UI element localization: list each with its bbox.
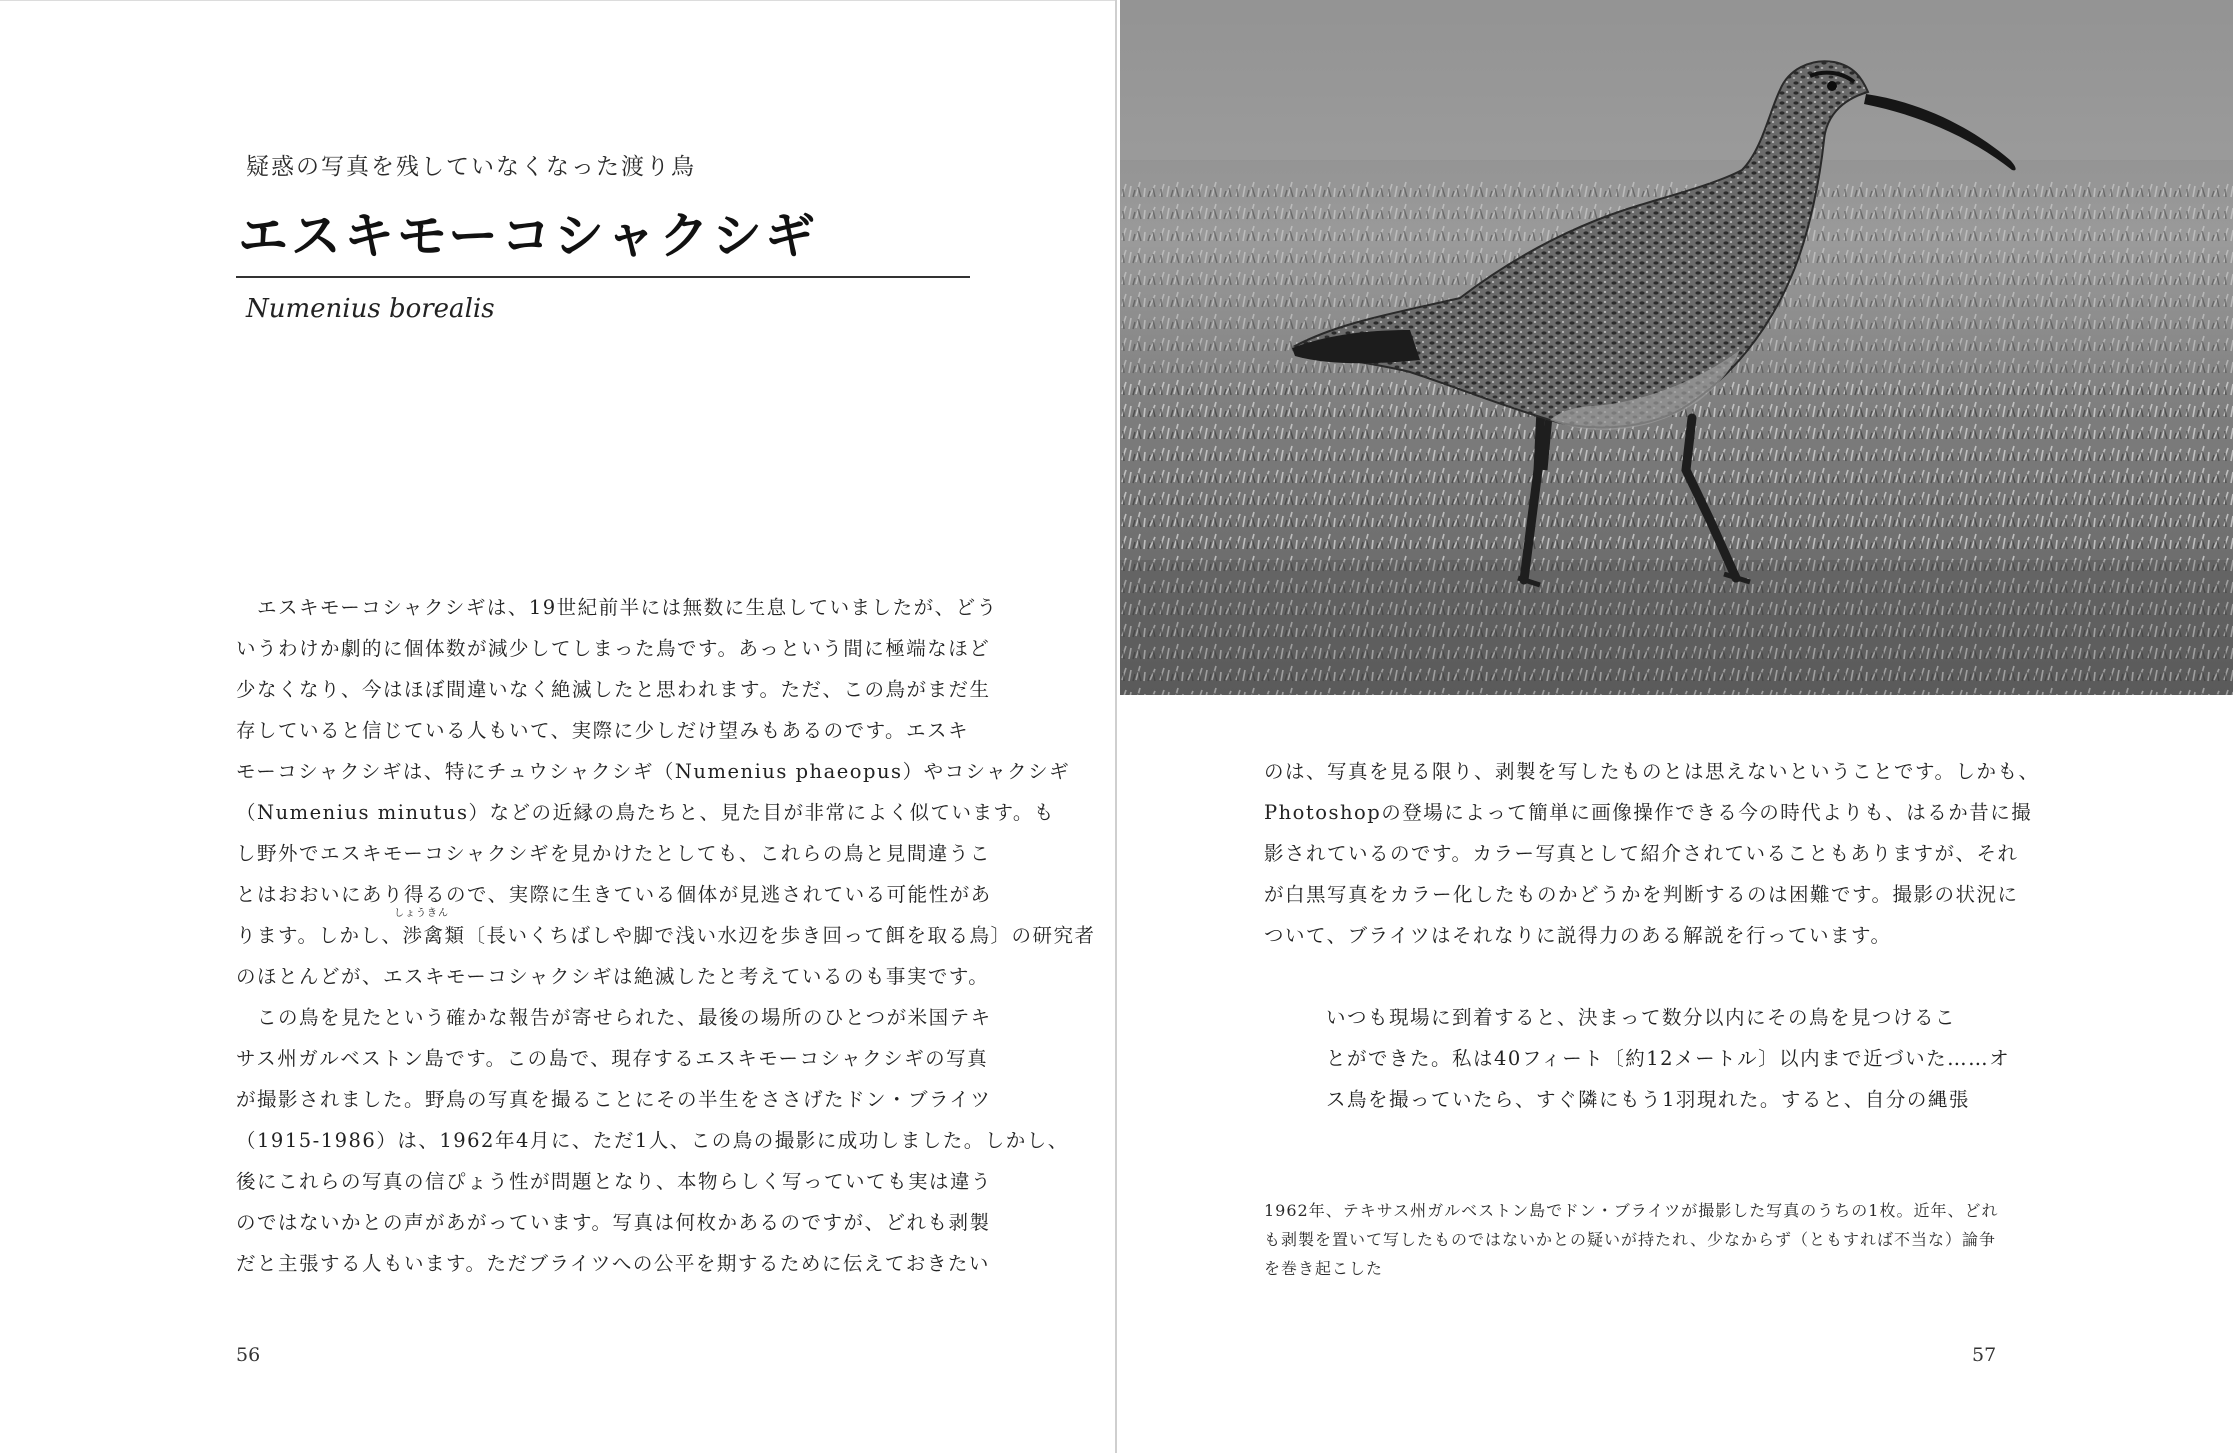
body-line: のは、写真を見る限り、剥製を写したものとは思えないということです。しかも、: [1264, 760, 2040, 783]
ruby-annotation: しょうきん: [394, 908, 449, 919]
title-divider: [236, 276, 970, 278]
body-line: この鳥を見たという確かな報告が寄せられた、最後の場所のひとつが米国テキ: [236, 1006, 992, 1029]
page-number-left: 56: [236, 1344, 261, 1366]
body-line: ついて、ブライツはそれなりに説得力のある解説を行っています。: [1264, 924, 1892, 947]
chapter-subtitle: 疑惑の写真を残していなくなった渡り鳥: [246, 154, 696, 180]
body-line: （1915-1986）は、1962年4月に、ただ1人、この鳥の撮影に成功しました。しかし、: [236, 1129, 1069, 1152]
body-line: Photoshopの登場によって簡単に画像操作できる今の時代よりも、はるか昔に撮: [1264, 801, 2033, 824]
page-top-edge: [0, 0, 1116, 1]
body-line: 存していると信じている人もいて、実際に少しだけ望みもあるのです。エスキ: [236, 719, 970, 742]
body-line: エスキモーコシャクシギは、19世紀前半には無数に生息していましたが、どう: [236, 596, 998, 619]
body-line: 後にこれらの写真の信ぴょう性が問題となり、本物らしく写っていても実は違う: [236, 1170, 993, 1193]
book-gutter: [1115, 0, 1117, 1453]
body-line: モーコシャクシギは、特にチュウシャクシギ（Numenius phaeopus）やコシャクシギ: [236, 760, 1071, 783]
body-line: サス州ガルベストン島です。この島で、現存するエスキモーコシャクシギの写真: [236, 1047, 989, 1070]
chapter-title: エスキモーコシャクシギ: [238, 206, 818, 265]
body-line: が撮影されました。野鳥の写真を撮ることにその半生をささげたドン・ブライツ: [236, 1088, 992, 1111]
body-line: し野外でエスキモーコシャクシギを見かけたとしても、これらの鳥と見間違うこ: [236, 842, 991, 865]
caption-line: 1962年、テキサス州ガルベストン島でドン・ブライツが撮影した写真のうちの1枚。近年、どれ: [1264, 1201, 1999, 1220]
body-line: が白黒写真をカラー化したものかどうかを判断するのは困難です。撮影の状況に: [1264, 883, 2019, 906]
quote-line: いつも現場に到着すると、決まって数分以内にその鳥を見つけるこ: [1326, 1006, 1957, 1029]
curlew-photo: [1120, 0, 2233, 695]
body-line: のではないかとの声があがっています。写真は何枚かあるのですが、どれも剥製: [236, 1211, 991, 1234]
scientific-name: Numenius borealis: [246, 294, 495, 324]
body-line: だと主張する人もいます。ただブライツへの公平を期するために伝えておきたい: [236, 1252, 990, 1275]
page-number-right: 57: [1972, 1344, 1997, 1366]
body-line: とはおおいにあり得るので、実際に生きている個体が見逃されている可能性があ: [236, 883, 992, 906]
caption-line: を巻き起こした: [1264, 1259, 1384, 1278]
block-quote: [1326, 1002, 2011, 1132]
body-line: （Numenius minutus）などの近縁の鳥たちと、見た目が非常によく似ています。も: [236, 801, 1055, 824]
quote-line: とができた。私は40フィート〔約12メートル〕以内まで近づいた……オ: [1326, 1047, 2011, 1070]
right-body-text: [1264, 756, 2040, 976]
body-line: ります。しかし、渉禽類〔長いくちばしや脚で浅い水辺を歩き回って餌を取る鳥〕の研究者: [236, 924, 1096, 947]
caption-line: も剥製を置いて写したものではないかとの疑いが持たれ、少なからず（ともすれば不当な）論争: [1264, 1230, 1996, 1249]
left-body-text: [236, 592, 1096, 1292]
body-line: のほとんどが、エスキモーコシャクシギは絶滅したと考えているのも事実です。: [236, 965, 990, 988]
body-line: 影されているのです。カラー写真として紹介されていることもありますが、それ: [1264, 842, 2019, 865]
body-line: 少なくなり、今はほぼ間違いなく絶滅したと思われます。ただ、この鳥がまだ生: [236, 678, 991, 701]
quote-line: ス鳥を撮っていたら、すぐ隣にもう1羽現れた。すると、自分の縄張: [1326, 1088, 1970, 1111]
photo-caption: [1264, 1196, 2004, 1283]
body-line: いうわけか劇的に個体数が減少してしまった鳥です。あっという間に極端なほど: [236, 637, 991, 660]
